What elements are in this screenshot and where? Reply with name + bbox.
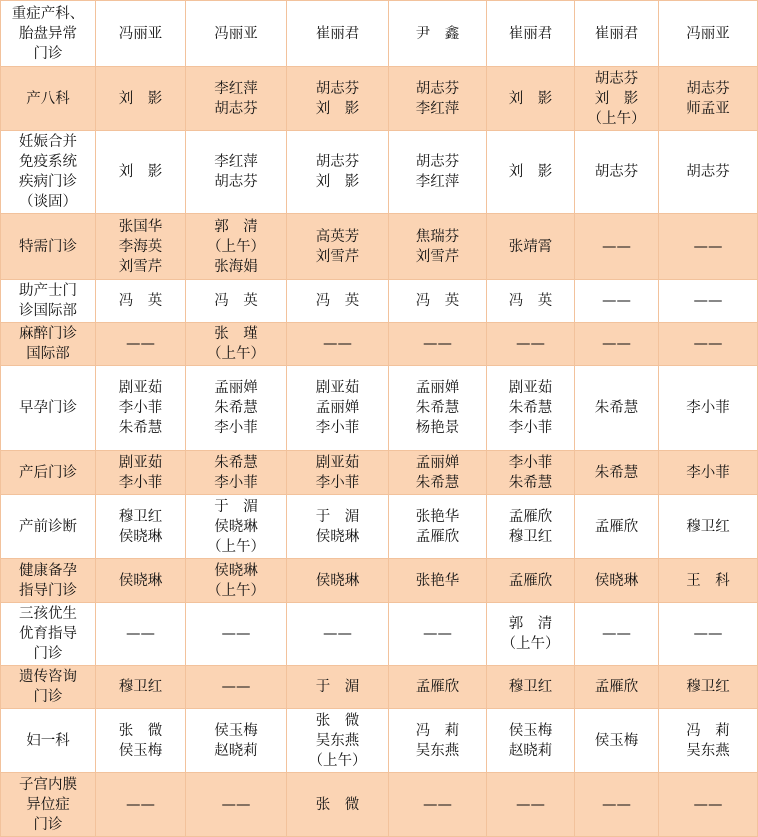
doctor-name: 朱希慧 <box>415 400 460 416</box>
doctor-cell <box>575 666 659 709</box>
doctor-name: 焦瑞芬 <box>415 228 460 245</box>
doctor-name: 李小菲 <box>118 474 163 491</box>
doctor-cell <box>659 280 758 323</box>
department-name-line: 指导门诊 <box>19 582 77 599</box>
doctor-name: （上午） <box>501 636 560 652</box>
doctor-name: 冯 英 <box>118 293 163 309</box>
doctor-cell <box>186 495 287 559</box>
doctor-cell <box>487 451 575 495</box>
doctor-cell <box>659 709 758 773</box>
doctor-name: —— <box>516 796 545 813</box>
department-name-line: 特需门诊 <box>19 238 77 255</box>
doctor-name: —— <box>126 796 155 813</box>
doctor-name: 孟雁欣 <box>508 508 553 525</box>
doctor-cell <box>287 323 389 366</box>
schedule-row <box>1 559 758 603</box>
doctor-name: 于 湄 <box>315 679 360 695</box>
doctor-name: 胡志芬 <box>594 70 639 87</box>
doctor-name: —— <box>516 336 545 352</box>
department-cell <box>1 451 96 495</box>
doctor-name: 刘 影 <box>508 164 553 180</box>
doctor-cell <box>575 709 659 773</box>
doctor-name: 冯 英 <box>415 293 460 309</box>
doctor-cell <box>96 495 186 559</box>
doctor-name: 郭 清 <box>508 616 553 632</box>
doctor-cell <box>659 214 758 280</box>
doctor-name: 张国华 <box>118 218 163 235</box>
doctor-name: 穆卫红 <box>118 508 163 525</box>
schedule-row <box>1 603 758 666</box>
doctor-name: —— <box>602 238 631 255</box>
doctor-cell <box>575 214 659 280</box>
doctor-name: 于 湄 <box>315 508 360 525</box>
doctor-name: —— <box>693 796 723 813</box>
department-cell <box>1 709 96 773</box>
doctor-cell <box>487 709 575 773</box>
doctor-cell <box>96 214 186 280</box>
doctor-cell <box>186 323 287 366</box>
doctor-name: 李红萍 <box>214 80 258 97</box>
doctor-name: 李红萍 <box>214 154 258 170</box>
doctor-name: —— <box>423 796 452 813</box>
doctor-name: 胡志芬 <box>415 154 460 170</box>
doctor-cell <box>287 666 389 709</box>
schedule-row <box>1 280 758 323</box>
doctor-name: 赵晓莉 <box>508 742 553 759</box>
department-name-line: 妇一科 <box>26 732 70 749</box>
doctor-cell <box>659 495 758 559</box>
department-name-line: 产前诊断 <box>19 518 77 535</box>
doctor-name: 张 微 <box>118 722 163 739</box>
doctor-name: 张艳华 <box>415 508 460 525</box>
doctor-cell <box>96 323 186 366</box>
department-name-line: 麻醉门诊 <box>19 326 77 342</box>
doctor-name: 孟雁欣 <box>415 679 460 695</box>
doctor-name: 李小菲 <box>686 464 730 481</box>
doctor-name: （上午） <box>207 238 265 255</box>
doctor-name: 孟雁欣 <box>508 572 553 589</box>
doctor-cell <box>575 451 659 495</box>
department-cell <box>1 666 96 709</box>
doctor-cell <box>659 131 758 214</box>
doctor-name: 胡志芬 <box>214 174 258 190</box>
doctor-name: 师孟亚 <box>686 100 730 117</box>
doctor-cell <box>287 1 389 67</box>
doctor-cell <box>575 323 659 366</box>
doctor-cell <box>575 280 659 323</box>
doctor-name: 李小菲 <box>315 474 360 491</box>
doctor-name: 李小菲 <box>686 400 730 416</box>
schedule-row <box>1 495 758 559</box>
doctor-name: 穆卫红 <box>508 679 553 695</box>
doctor-name: 孟雁欣 <box>594 518 639 535</box>
doctor-cell <box>389 559 487 603</box>
doctor-name: —— <box>602 293 631 309</box>
doctor-cell <box>186 366 287 451</box>
doctor-cell <box>487 1 575 67</box>
doctor-name: 冯 英 <box>214 293 258 309</box>
doctor-name: 穆卫红 <box>686 679 730 695</box>
doctor-name: —— <box>602 796 631 813</box>
doctor-cell <box>96 366 186 451</box>
doctor-cell <box>389 366 487 451</box>
department-cell <box>1 323 96 366</box>
doctor-cell <box>389 709 487 773</box>
doctor-name: 胡志芬 <box>315 80 360 97</box>
doctor-name: 孟丽婵 <box>415 380 460 396</box>
doctor-name: 胡志芬 <box>315 154 360 170</box>
doctor-cell <box>575 131 659 214</box>
department-name-line: 门诊 <box>33 45 63 62</box>
department-cell <box>1 559 96 603</box>
doctor-cell <box>96 709 186 773</box>
doctor-name: 于 湄 <box>214 498 258 515</box>
department-cell <box>1 773 96 837</box>
doctor-name: 张海娟 <box>214 258 258 275</box>
doctor-cell <box>659 603 758 666</box>
doctor-name: （上午） <box>207 346 265 362</box>
doctor-cell <box>287 603 389 666</box>
doctor-name: 刘雪芹 <box>415 248 460 265</box>
doctor-name: 杨艳景 <box>415 420 460 436</box>
doctor-name: 李小菲 <box>118 400 163 416</box>
doctor-cell <box>575 603 659 666</box>
doctor-name: 崔丽君 <box>594 25 639 42</box>
doctor-cell <box>487 559 575 603</box>
doctor-cell <box>186 67 287 131</box>
doctor-name: 胡志芬 <box>686 80 730 97</box>
schedule-row <box>1 666 758 709</box>
department-name-line: （谈固） <box>19 194 77 210</box>
doctor-cell <box>186 280 287 323</box>
doctor-name: 孟雁欣 <box>415 528 460 545</box>
doctor-name: 孟丽婵 <box>415 454 460 471</box>
doctor-name: 侯晓琳 <box>118 572 163 589</box>
department-name-line: 产后门诊 <box>19 464 77 481</box>
doctor-name: 剧亚茹 <box>315 380 360 396</box>
schedule-row <box>1 451 758 495</box>
doctor-cell <box>487 366 575 451</box>
doctor-name: 胡志芬 <box>214 100 258 117</box>
department-cell <box>1 214 96 280</box>
doctor-name: —— <box>423 626 452 642</box>
doctor-name: 穆卫红 <box>686 518 730 535</box>
doctor-name: 刘 影 <box>118 90 163 107</box>
doctor-name: —— <box>693 626 723 642</box>
doctor-name: 胡志芬 <box>415 80 460 97</box>
doctor-name: 孟丽婵 <box>315 400 360 416</box>
doctor-name: （上午） <box>308 752 367 769</box>
doctor-cell <box>575 495 659 559</box>
doctor-cell <box>575 67 659 131</box>
department-name-line: 门诊 <box>33 646 63 662</box>
doctor-name: —— <box>221 796 251 813</box>
doctor-name: 朱希慧 <box>214 400 258 416</box>
doctor-cell <box>487 323 575 366</box>
doctor-cell <box>287 451 389 495</box>
doctor-name: 冯 莉 <box>686 722 730 739</box>
schedule-row <box>1 366 758 451</box>
doctor-name: 侯玉梅 <box>118 742 163 759</box>
doctor-name: 剧亚茹 <box>508 380 553 396</box>
doctor-name: 吴东燕 <box>686 742 730 759</box>
doctor-cell <box>389 773 487 837</box>
doctor-name: 孟雁欣 <box>594 679 639 695</box>
doctor-name: 侯晓琳 <box>315 572 360 589</box>
doctor-cell <box>186 666 287 709</box>
doctor-cell <box>659 67 758 131</box>
doctor-name: 刘 影 <box>508 90 553 107</box>
department-name-line: 妊娠合并 <box>19 134 77 150</box>
doctor-cell <box>96 666 186 709</box>
doctor-name: 吴东燕 <box>415 742 460 759</box>
doctor-cell <box>575 559 659 603</box>
department-cell <box>1 603 96 666</box>
doctor-cell <box>659 366 758 451</box>
department-cell <box>1 495 96 559</box>
department-name-line: 免疫系统 <box>19 154 77 170</box>
schedule-row <box>1 773 758 837</box>
schedule-body <box>1 1 758 837</box>
doctor-name: 王 科 <box>686 572 730 589</box>
doctor-cell <box>659 559 758 603</box>
doctor-cell <box>287 559 389 603</box>
doctor-name: 李红萍 <box>415 100 460 117</box>
doctor-cell <box>487 603 575 666</box>
department-name-line: 重症产科、 <box>11 5 85 22</box>
doctor-name: —— <box>602 626 631 642</box>
doctor-name: —— <box>126 336 155 352</box>
doctor-cell <box>287 131 389 214</box>
doctor-name: 刘 影 <box>315 100 360 117</box>
department-name-line: 诊国际部 <box>19 303 77 319</box>
department-name-line: 遗传咨询 <box>19 669 77 685</box>
doctor-name: （上午） <box>207 538 265 555</box>
doctor-name: 侯玉梅 <box>594 732 639 749</box>
doctor-name: —— <box>693 293 723 309</box>
doctor-name: 李小菲 <box>214 420 258 436</box>
doctor-cell <box>96 603 186 666</box>
doctor-name: 冯丽亚 <box>214 25 258 42</box>
doctor-cell <box>389 603 487 666</box>
doctor-name: 张 微 <box>315 796 360 813</box>
doctor-cell <box>186 709 287 773</box>
doctor-cell <box>487 666 575 709</box>
doctor-name: 崔丽君 <box>315 25 360 42</box>
doctor-name: 冯丽亚 <box>118 25 163 42</box>
doctor-cell <box>487 131 575 214</box>
doctor-name: 赵晓莉 <box>214 742 258 759</box>
doctor-cell <box>487 773 575 837</box>
doctor-name: 张 微 <box>315 712 360 729</box>
department-name-line: 胎盘异常 <box>19 25 77 42</box>
doctor-name: 郭 清 <box>214 218 258 235</box>
doctor-cell <box>389 495 487 559</box>
doctor-name: —— <box>126 626 155 642</box>
doctor-name: 胡志芬 <box>686 164 730 180</box>
department-cell <box>1 131 96 214</box>
doctor-cell <box>487 214 575 280</box>
doctor-name: 胡志芬 <box>594 164 639 180</box>
department-name-line: 子宫内膜 <box>19 776 77 793</box>
schedule-row <box>1 67 758 131</box>
doctor-cell <box>659 666 758 709</box>
doctor-cell <box>659 773 758 837</box>
department-name-line: 门诊 <box>33 816 63 833</box>
doctor-cell <box>186 1 287 67</box>
doctor-name: —— <box>221 626 251 642</box>
doctor-name: 冯 英 <box>508 293 553 309</box>
department-cell <box>1 1 96 67</box>
doctor-cell <box>389 280 487 323</box>
doctor-cell <box>389 131 487 214</box>
doctor-name: 朱希慧 <box>508 400 553 416</box>
schedule-row <box>1 323 758 366</box>
department-name-line: 门诊 <box>33 689 63 705</box>
doctor-name: 孟丽婵 <box>214 380 258 396</box>
department-name-line: 异位症 <box>26 796 70 813</box>
doctor-name: 刘雪芹 <box>315 248 360 265</box>
schedule-row <box>1 131 758 214</box>
doctor-name: 刘 影 <box>118 164 163 180</box>
doctor-name: 侯晓琳 <box>214 562 258 579</box>
doctor-cell <box>659 1 758 67</box>
doctor-cell <box>487 67 575 131</box>
doctor-cell <box>287 67 389 131</box>
department-name-line: 健康备孕 <box>19 562 77 579</box>
doctor-cell <box>96 451 186 495</box>
doctor-name: 崔丽君 <box>508 25 553 42</box>
doctor-name: —— <box>221 679 251 695</box>
doctor-name: 侯晓琳 <box>594 572 639 589</box>
doctor-cell <box>96 559 186 603</box>
doctor-name: 穆卫红 <box>118 679 163 695</box>
doctor-cell <box>487 495 575 559</box>
doctor-cell <box>186 131 287 214</box>
doctor-cell <box>287 495 389 559</box>
schedule-row <box>1 1 758 67</box>
doctor-name: 刘雪芹 <box>118 258 163 275</box>
doctor-name: 侯晓琳 <box>118 528 163 545</box>
doctor-cell <box>389 1 487 67</box>
doctor-name: 刘 影 <box>594 90 639 107</box>
doctor-name: 冯 英 <box>315 293 360 309</box>
doctor-name: 李海英 <box>118 238 163 255</box>
doctor-name: 侯晓琳 <box>214 518 258 535</box>
department-name-line: 疾病门诊 <box>19 174 77 190</box>
doctor-name: 张艳华 <box>415 572 460 589</box>
doctor-name: 高英芳 <box>315 228 360 245</box>
doctor-name: 朱希慧 <box>415 474 460 491</box>
doctor-cell <box>389 323 487 366</box>
doctor-cell <box>659 451 758 495</box>
doctor-cell <box>96 1 186 67</box>
doctor-name: —— <box>693 238 723 255</box>
doctor-name: 侯玉梅 <box>214 722 258 739</box>
department-cell <box>1 67 96 131</box>
doctor-name: 剧亚茹 <box>118 380 163 396</box>
doctor-name: 李小菲 <box>214 474 258 491</box>
department-name-line: 助产士门 <box>19 283 77 299</box>
doctor-cell <box>389 67 487 131</box>
doctor-cell <box>96 131 186 214</box>
department-cell <box>1 366 96 451</box>
doctor-cell <box>659 323 758 366</box>
doctor-name: 朱希慧 <box>594 400 639 416</box>
doctor-cell <box>186 559 287 603</box>
doctor-cell <box>389 666 487 709</box>
doctor-cell <box>389 214 487 280</box>
doctor-name: 尹 鑫 <box>415 25 460 42</box>
doctor-name: 朱希慧 <box>508 474 553 491</box>
schedule-row <box>1 214 758 280</box>
doctor-cell <box>96 773 186 837</box>
doctor-name: 剧亚茹 <box>118 454 163 471</box>
department-name-line: 优育指导 <box>19 626 77 642</box>
doctor-name: 侯晓琳 <box>315 528 360 545</box>
doctor-name: 李小菲 <box>508 454 553 471</box>
doctor-name: 冯 莉 <box>415 722 460 739</box>
doctor-name: 穆卫红 <box>508 528 553 545</box>
doctor-cell <box>389 451 487 495</box>
doctor-cell <box>186 451 287 495</box>
doctor-cell <box>186 214 287 280</box>
doctor-cell <box>287 280 389 323</box>
doctor-name: —— <box>602 336 631 352</box>
doctor-name: 李小菲 <box>508 420 553 436</box>
doctor-cell <box>186 603 287 666</box>
doctor-cell <box>287 366 389 451</box>
doctor-name: 朱希慧 <box>118 420 163 436</box>
doctor-name: —— <box>323 336 352 352</box>
doctor-name: —— <box>423 336 452 352</box>
doctor-name: 李红萍 <box>415 174 460 190</box>
doctor-name: 张靖霄 <box>508 238 553 255</box>
doctor-cell <box>575 366 659 451</box>
doctor-cell <box>96 67 186 131</box>
doctor-name: 刘 影 <box>315 174 360 190</box>
doctor-cell <box>287 214 389 280</box>
doctor-name: 冯丽亚 <box>686 25 730 42</box>
doctor-name: —— <box>693 336 723 352</box>
department-cell <box>1 280 96 323</box>
doctor-name: —— <box>323 626 352 642</box>
doctor-name: 李小菲 <box>315 420 360 436</box>
doctor-name: （上午） <box>207 582 265 599</box>
schedule-row <box>1 709 758 773</box>
doctor-name: 朱希慧 <box>594 464 639 481</box>
doctor-name: （上午） <box>587 110 646 127</box>
doctor-cell <box>487 280 575 323</box>
department-name-line: 早孕门诊 <box>19 400 77 416</box>
doctor-cell <box>287 773 389 837</box>
doctor-name: 剧亚茹 <box>315 454 360 471</box>
doctor-cell <box>575 773 659 837</box>
doctor-name: 朱希慧 <box>214 454 258 471</box>
doctor-cell <box>575 1 659 67</box>
department-name-line: 三孩优生 <box>19 606 77 622</box>
doctor-cell <box>186 773 287 837</box>
doctor-cell <box>96 280 186 323</box>
doctor-name: 吴东燕 <box>315 732 360 749</box>
doctor-cell <box>287 709 389 773</box>
department-name-line: 国际部 <box>26 346 70 362</box>
doctor-name: 侯玉梅 <box>508 722 553 739</box>
department-name-line: 产八科 <box>26 90 70 107</box>
doctor-name: 张 瑾 <box>214 326 258 342</box>
